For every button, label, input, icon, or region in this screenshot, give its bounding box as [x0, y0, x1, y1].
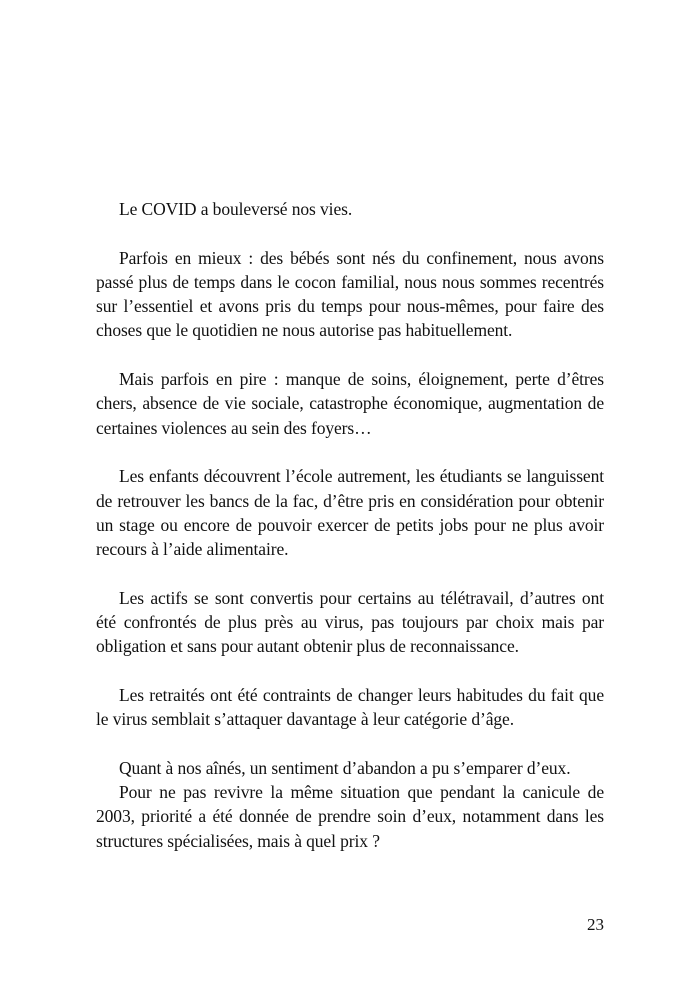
page-number: 23 [587, 915, 604, 934]
paragraph: Le COVID a bouleversé nos vies. [119, 199, 353, 219]
paragraph: Quant à nos aînés, un sentiment d’abandon a pu s’emparer d’eux. [119, 757, 571, 778]
paragraph: Pour ne pas revivre la même situation que pendant la canicule de 2003, priorité a été donnée de prendre soin d’eux, notamment dans les structures spécialisées, mais à quel prix ? [96, 782, 604, 851]
paragraph: Les retraités ont été contraints de changer leurs habitudes du fait que le virus semblait s’attaquer davantage à leur catégorie d’âge. [96, 684, 604, 730]
paragraph: Mais parfois en pire : manque de soins, éloignement, perte d’êtres chers, absence de vie sociale, catastrophe économique, augmentation de certaines violences au sein des foyers… [96, 369, 604, 438]
paragraph: Parfois en mieux : des bébés sont nés du confinement, nous avons passé plus de temps dans le cocon familial, nous nous sommes recentrés sur l’essentiel et avons pris du temps pour nous-mêmes, pour faire des choses que le quotidien ne nous autorise pas habituellement. [96, 247, 604, 341]
paragraph: Les enfants découvrent l’école autrement, les étudiants se languissent de retrouver les bancs de la fac, d’être pris en considération pour obtenir un stage ou encore de pouvoir exercer de petits jobs pour ne plus avoir recours à l’aide alimentaire. [96, 466, 604, 560]
body-text [96, 197, 604, 853]
paragraph: Les actifs se sont convertis pour certains au télétravail, d’autres ont été confrontés de plus près au virus, pas toujours par choix mais par obligation et sans pour autant obtenir plus de reconnaissance. [96, 587, 604, 657]
